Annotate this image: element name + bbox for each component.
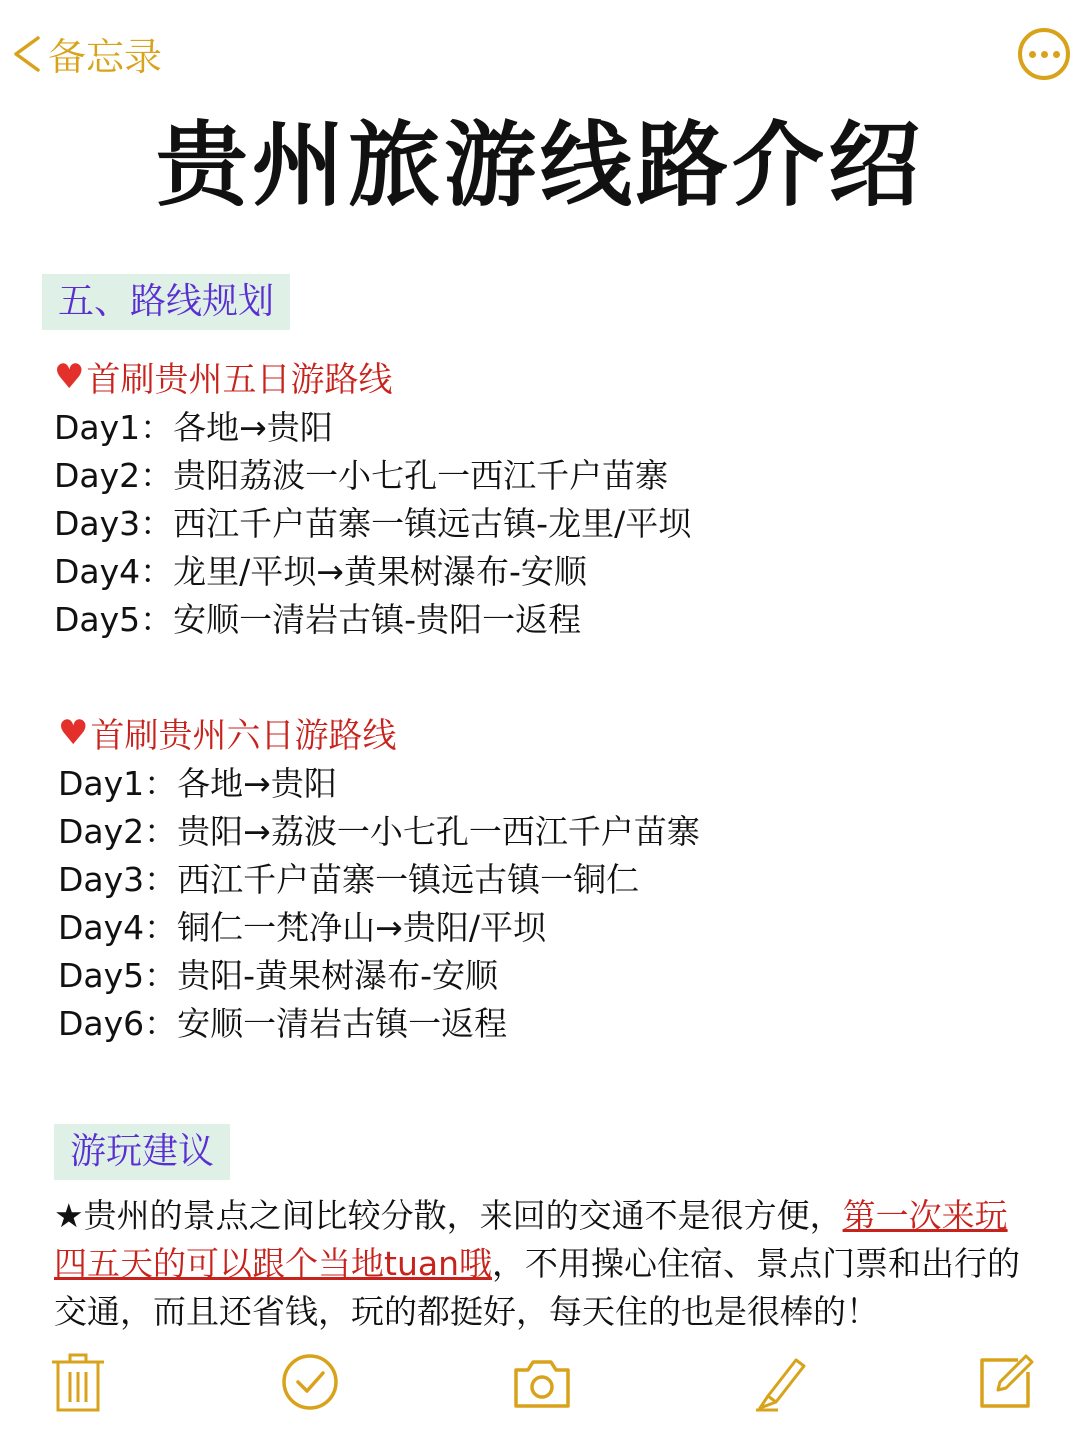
tips-highlight-link[interactable]: 第一次来玩四五天的可以跟个当地tuan哦 bbox=[54, 1196, 1008, 1283]
list-item bbox=[54, 450, 668, 497]
tips-text: ，不用操心住宿、景点门票和出行的交通，而且还省钱，玩的都挺好，每天住的也是很棒的！ bbox=[54, 1244, 1020, 1331]
day-text: 西江千户苗寨一镇远古镇一铜仁 bbox=[177, 860, 640, 899]
delete-button[interactable] bbox=[46, 1350, 110, 1414]
list-item bbox=[54, 594, 581, 641]
checkmark-icon bbox=[278, 1350, 342, 1414]
day-label: Day4： bbox=[54, 552, 174, 591]
day-text: 安顺一清岩古镇-贵阳一返程 bbox=[173, 600, 582, 639]
route-title-five-day bbox=[54, 352, 392, 401]
section-heading: 五、路线规划 bbox=[42, 274, 290, 330]
checklist-button[interactable] bbox=[278, 1350, 342, 1414]
more-button[interactable] bbox=[1018, 28, 1070, 80]
compose-icon bbox=[974, 1350, 1038, 1414]
day-label: Day6： bbox=[58, 1004, 178, 1043]
back-label: 备忘录 bbox=[48, 35, 163, 79]
day-text: 贵阳→荔波一小七孔一西江千户苗寨 bbox=[177, 812, 700, 851]
day-text: 西江千户苗寨一镇远古镇-龙里/平坝 bbox=[173, 504, 692, 543]
day-text: 各地→贵阳 bbox=[177, 764, 337, 803]
heart-icon: ♥ bbox=[58, 712, 89, 753]
camera-icon bbox=[510, 1350, 574, 1414]
markup-button[interactable] bbox=[748, 1350, 812, 1414]
day-label: Day1： bbox=[54, 408, 174, 447]
trash-icon bbox=[46, 1350, 110, 1414]
day-label: Day3： bbox=[54, 504, 174, 543]
page-title: 贵州旅游线路介绍 bbox=[155, 112, 924, 219]
chevron-left-icon bbox=[10, 32, 44, 76]
list-item bbox=[58, 854, 639, 901]
day-text: 各地→贵阳 bbox=[173, 408, 333, 447]
list-item bbox=[54, 498, 691, 545]
day-label: Day2： bbox=[58, 812, 178, 851]
top-bar bbox=[0, 0, 1080, 100]
tips-paragraph bbox=[54, 1192, 1029, 1336]
more-icon-dot bbox=[1041, 51, 1048, 58]
day-text: 龙里/平坝→黄果树瀑布-安顺 bbox=[173, 552, 587, 591]
list-item bbox=[54, 402, 333, 449]
list-item bbox=[58, 950, 498, 997]
day-text: 安顺一清岩古镇一返程 bbox=[177, 1004, 508, 1043]
tips-text: ★贵州的景点之间比较分散，来回的交通不是很方便， bbox=[54, 1196, 843, 1235]
route-title-text: 首刷贵州六日游路线 bbox=[90, 716, 397, 756]
day-label: Day5： bbox=[58, 956, 178, 995]
tips-heading: 游玩建议 bbox=[54, 1124, 230, 1180]
route-title-text: 首刷贵州五日游路线 bbox=[86, 360, 393, 400]
day-text: 贵阳-黄果树瀑布-安顺 bbox=[177, 956, 498, 995]
more-icon bbox=[1029, 51, 1036, 58]
list-item bbox=[58, 998, 507, 1045]
day-label: Day1： bbox=[58, 764, 178, 803]
bottom-toolbar bbox=[0, 1340, 1080, 1440]
day-text: 铜仁一梵净山→贵阳/平坝 bbox=[177, 908, 546, 947]
compose-button[interactable] bbox=[974, 1350, 1038, 1414]
day-label: Day3： bbox=[58, 860, 178, 899]
list-item bbox=[54, 546, 587, 593]
pen-icon bbox=[748, 1350, 812, 1414]
day-text: 贵阳荔波一小七孔一西江千户苗寨 bbox=[173, 456, 669, 495]
list-item bbox=[58, 806, 700, 853]
day-label: Day2： bbox=[54, 456, 174, 495]
more-icon-dot bbox=[1053, 51, 1060, 58]
camera-button[interactable] bbox=[510, 1350, 574, 1414]
route-title-six-day bbox=[58, 708, 396, 757]
heart-icon: ♥ bbox=[54, 356, 85, 397]
day-label: Day5： bbox=[54, 600, 174, 639]
list-item bbox=[58, 758, 337, 805]
list-item bbox=[58, 902, 546, 949]
back-button[interactable] bbox=[10, 26, 162, 81]
day-label: Day4： bbox=[58, 908, 178, 947]
